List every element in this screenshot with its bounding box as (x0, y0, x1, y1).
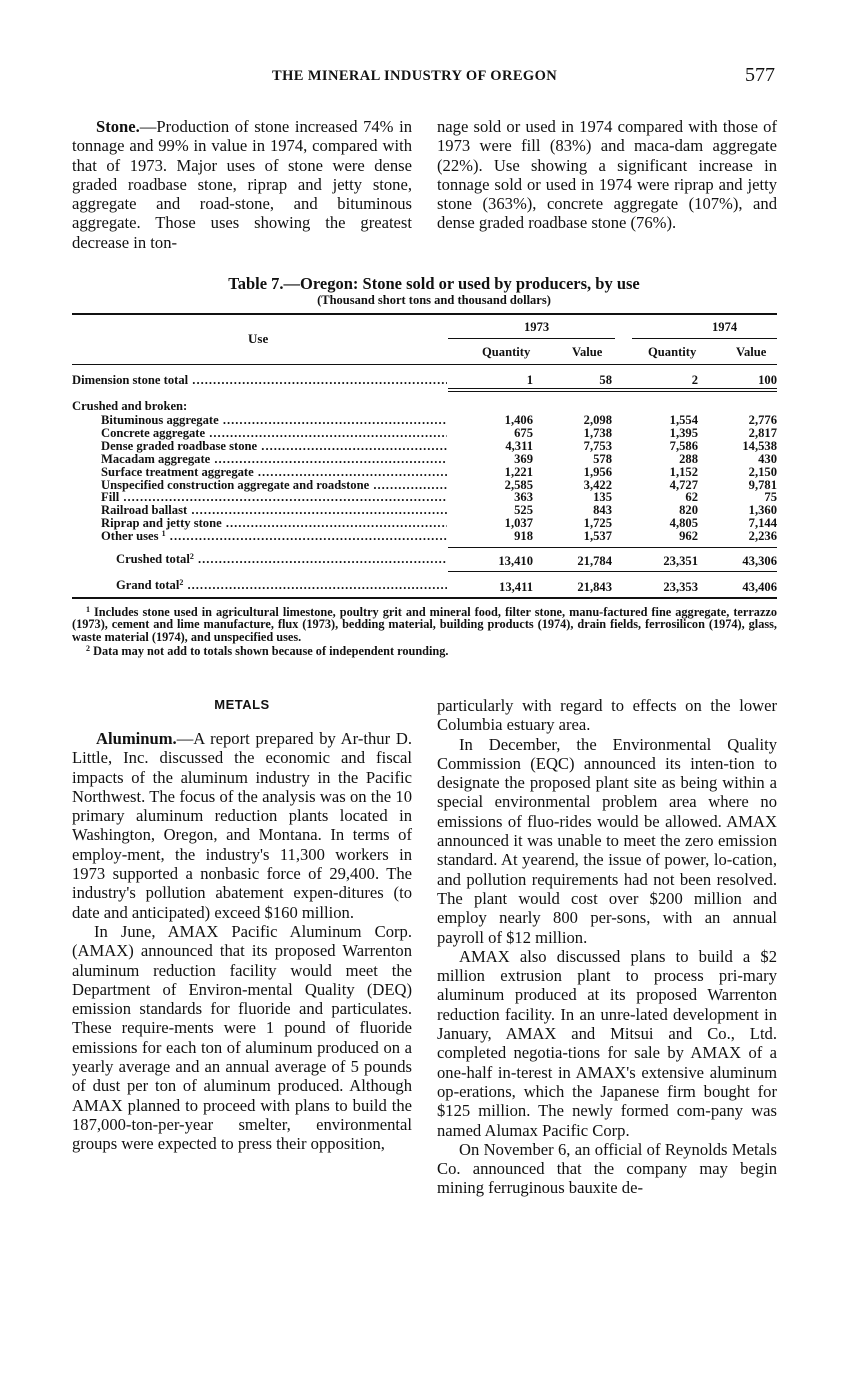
dimension-rule-double (448, 391, 777, 392)
cell-value-1973: 3,422 (583, 477, 612, 492)
cell-quantity-1973: 918 (514, 529, 533, 544)
crushed-heading: Crushed and broken: (72, 399, 188, 413)
crushed-total-value-1973: 21,784 (577, 554, 612, 568)
grand-total-label: Grand total$^2$ ..... (116, 578, 447, 593)
table-subtitle: (Thousand short tons and thousand dollars) (317, 293, 551, 307)
row-label: Fill ..... (101, 490, 447, 505)
use-column-header: Use (248, 331, 269, 346)
cell-quantity-1973: 1,221 (504, 464, 533, 479)
cell-quantity-1974: 288 (679, 451, 698, 466)
value-1973-header: Value (572, 345, 603, 359)
cell-quantity-1974: 2 (691, 373, 698, 387)
paragraph: In June, AMAX Pacific Aluminum Corp. (AMAX) announced that its proposed Warrenton aluminum reduction facility would meet the Department of Environ-mental Quality (DEQ) emission standards for fluoride and particulates. These require-ments were 1 pound of fluoride emissions for each ton of aluminum produced on a yearly average and an annual average of 5 pounds of dust per ton of aluminum produced. Although AMAX planned to proceed with plans to build the 187,000-ton-per-year smelter, environmental groups were expected to press their opposition, (72, 921, 412, 1154)
body-right-column (437, 696, 777, 1198)
cell-value-1973: 1,738 (583, 425, 612, 440)
cell-quantity-1974: 4,727 (669, 477, 698, 492)
cell-value-1974: 430 (758, 451, 777, 466)
cell-quantity-1974: 962 (679, 529, 698, 544)
paragraph: —A report prepared by Ar-thur D. Little, Inc. discussed the economic and fiscal impacts of the aluminum industry in the Pacific Northwest. The focus of the analysis was on the 10 primary aluminum reduction plants located in Washington, Oregon, and Montana. In terms of employ-ment, the industry's 11,300 workers in 1973 supported a nonbasic force of 29,400. The industry's pollution abatement expen-ditures (to date and anticipated) exceed $160 million. (72, 729, 412, 922)
cell-value-1974: 2,150 (748, 464, 777, 479)
cell-value-1974: 75 (764, 490, 777, 505)
cell-quantity-1973: 675 (514, 425, 533, 440)
paragraph: In December, the Environmental Quality Commission (EQC) announced its inten-tion to designate the proposed plant site as being within a special environmental problem area where no emissions of fluo-rides would be allowed. AMAX announced it was unable to meet the zero emission standard. At yearend, the issue of power, lo-cation, and pollution requirements had not been resolved. The plant would cost over $200 million and employ nearly 800 per-sons, with an annual payroll of $12 million. (437, 734, 777, 947)
crushed-total-value-1974: 43,306 (742, 554, 777, 568)
cell-quantity-1973: 2,585 (504, 477, 533, 492)
grand-total-value-1973: 21,843 (577, 580, 612, 594)
cell-quantity-1973: 363 (514, 490, 533, 505)
footnote-1: $^1$ Includes stone used in agricultural limestone, poultry grit and mineral food, filter stone, manu-factured fine aggregate, terrazzo (1973), cement and lime manufacture, flux (1973), bedding material, building products (1974), drain fields, ferrosilicon (1974), glass, waste material (1974), and unspecified uses. (72, 605, 778, 644)
paragraph: AMAX also discussed plans to build a $2 million extrusion plant to process pri-mary aluminum produced at its proposed Warrenton reduction facility. In an unre-lated development in January, AMAX and Mitsui and Co., Ltd. completed negotia-tions for sale by AMAX of a one-half in-terest in AMAX's extensive aluminum op-erations, which the Japanese firm bought for $125 million. The newly formed com-pany was named Alumax Pacific Corp. (437, 946, 777, 1140)
year-1974-rule (632, 338, 777, 339)
cell-value-1974: 14,538 (742, 438, 777, 453)
cell-value-1973: 7,753 (583, 438, 612, 453)
intro-left-column (72, 117, 412, 252)
row-label: Concrete aggregate ..... (101, 426, 447, 441)
cell-value-1974: 9,781 (748, 477, 777, 492)
cell-value-1974: 2,236 (748, 529, 777, 544)
year-1974-header: 1974 (712, 320, 738, 334)
grand-total-quantity-1974: 23,353 (663, 580, 698, 594)
section-heading: METALS (214, 697, 270, 712)
row-label: Riprap and jetty stone ..... (101, 516, 447, 531)
paragraph: On November 6, an official of Reynolds Metals Co. announced that the company may begin mining ferruginous bauxite de- (437, 1139, 777, 1198)
year-1973-rule (448, 338, 615, 339)
row-label: Dense graded roadbase stone ..... (101, 439, 447, 454)
cell-quantity-1974: 62 (685, 490, 698, 505)
grand-total-value-1974: 43,406 (742, 580, 777, 594)
paragraph: particularly with regard to effects on the lower Columbia estuary area. (437, 696, 777, 735)
cell-quantity-1974: 4,805 (669, 516, 698, 531)
stone-table (72, 313, 777, 601)
cell-value-1974: 100 (758, 373, 777, 387)
cell-value-1973: 2,098 (583, 413, 612, 427)
cell-quantity-1973: 369 (514, 451, 533, 466)
dimension-rule (448, 388, 777, 389)
table-bottom-rule (72, 597, 777, 599)
cell-value-1973: 1,537 (583, 529, 612, 544)
cell-value-1974: 1,360 (748, 503, 777, 518)
row-label: Bituminous aggregate ..... (101, 413, 447, 428)
cell-quantity-1974: 820 (679, 503, 698, 518)
value-1974-header: Value (736, 345, 767, 359)
intro-left-text: —Production of stone increased 74% in tonnage and 99% in value in 1974, compared with that of 1973. Major uses of stone were dense graded roadbase stone, riprap and jetty stone, aggregate and road-stone, and bituminous aggregate. Those uses showing the greatest decrease in ton- (72, 117, 412, 252)
cell-value-1973: 58 (599, 373, 612, 387)
cell-quantity-1974: 7,586 (669, 438, 698, 453)
intro-right-column (437, 117, 777, 233)
table-top-rule (72, 313, 777, 315)
cell-value-1973: 843 (593, 503, 612, 518)
intro-right-text: nage sold or used in 1974 compared with those of 1973 were fill (83%) and maca-dam aggregate (22%). Use showing a significant increase in tonnage sold or used in 1974 were riprap and jetty stone (363%), concrete aggregate (107%), and dense graded roadbase stone (76%). (437, 117, 777, 233)
cell-value-1973: 578 (593, 451, 612, 466)
row-label: Macadam aggregate ..... (101, 452, 447, 467)
quantity-1974-header: Quantity (648, 345, 697, 359)
row-label: Railroad ballast ..... (101, 503, 447, 518)
crushed-total-quantity-1974: 23,351 (663, 554, 698, 568)
cell-value-1974: 2,776 (748, 413, 777, 427)
cell-value-1974: 7,144 (748, 516, 777, 531)
grand-total-quantity-1973: 13,411 (499, 580, 533, 594)
header-bottom-rule (72, 364, 777, 365)
cell-value-1973: 135 (593, 490, 612, 505)
aluminum-lead: Aluminum. (96, 729, 177, 748)
quantity-1973-header: Quantity (482, 345, 531, 359)
cell-quantity-1973: 4,311 (505, 438, 533, 453)
cell-value-1974: 2,817 (748, 425, 777, 440)
row-label: Dimension stone total ..... (72, 373, 447, 388)
page-number: 577 (745, 64, 775, 86)
year-1973-header: 1973 (524, 320, 550, 334)
row-label: Unspecified construction aggregate and roadstone ..... (101, 478, 447, 493)
grand-total-top-rule (448, 571, 777, 572)
cell-quantity-1973: 1 (526, 373, 533, 387)
table-title: Table 7.—Oregon: Stone sold or used by producers, by use (228, 274, 640, 293)
cell-value-1973: 1,956 (583, 464, 612, 479)
cell-quantity-1973: 525 (514, 503, 533, 518)
cell-quantity-1973: 1,037 (504, 516, 533, 531)
table-footnotes (72, 604, 777, 657)
cell-quantity-1974: 1,395 (669, 425, 698, 440)
crushed-total-label: Crushed total$^2$ ..... (116, 552, 447, 567)
cell-quantity-1974: 1,152 (669, 464, 698, 479)
crushed-total-quantity-1973: 13,410 (498, 554, 533, 568)
body-left-column (72, 729, 412, 1154)
cell-value-1973: 1,725 (583, 516, 612, 531)
footnote-2: $^2$ Data may not add to totals shown because of independent rounding. (86, 643, 449, 658)
row-label: Surface treatment aggregate ..... (101, 465, 447, 480)
cell-quantity-1974: 1,554 (669, 413, 698, 427)
cell-quantity-1973: 1,406 (504, 413, 533, 427)
running-title: THE MINERAL INDUSTRY OF OREGON (272, 68, 558, 84)
row-label: Other uses $^1$ ..... (101, 529, 447, 544)
stone-lead: Stone. (96, 117, 140, 136)
crushed-total-top-rule (448, 547, 777, 548)
